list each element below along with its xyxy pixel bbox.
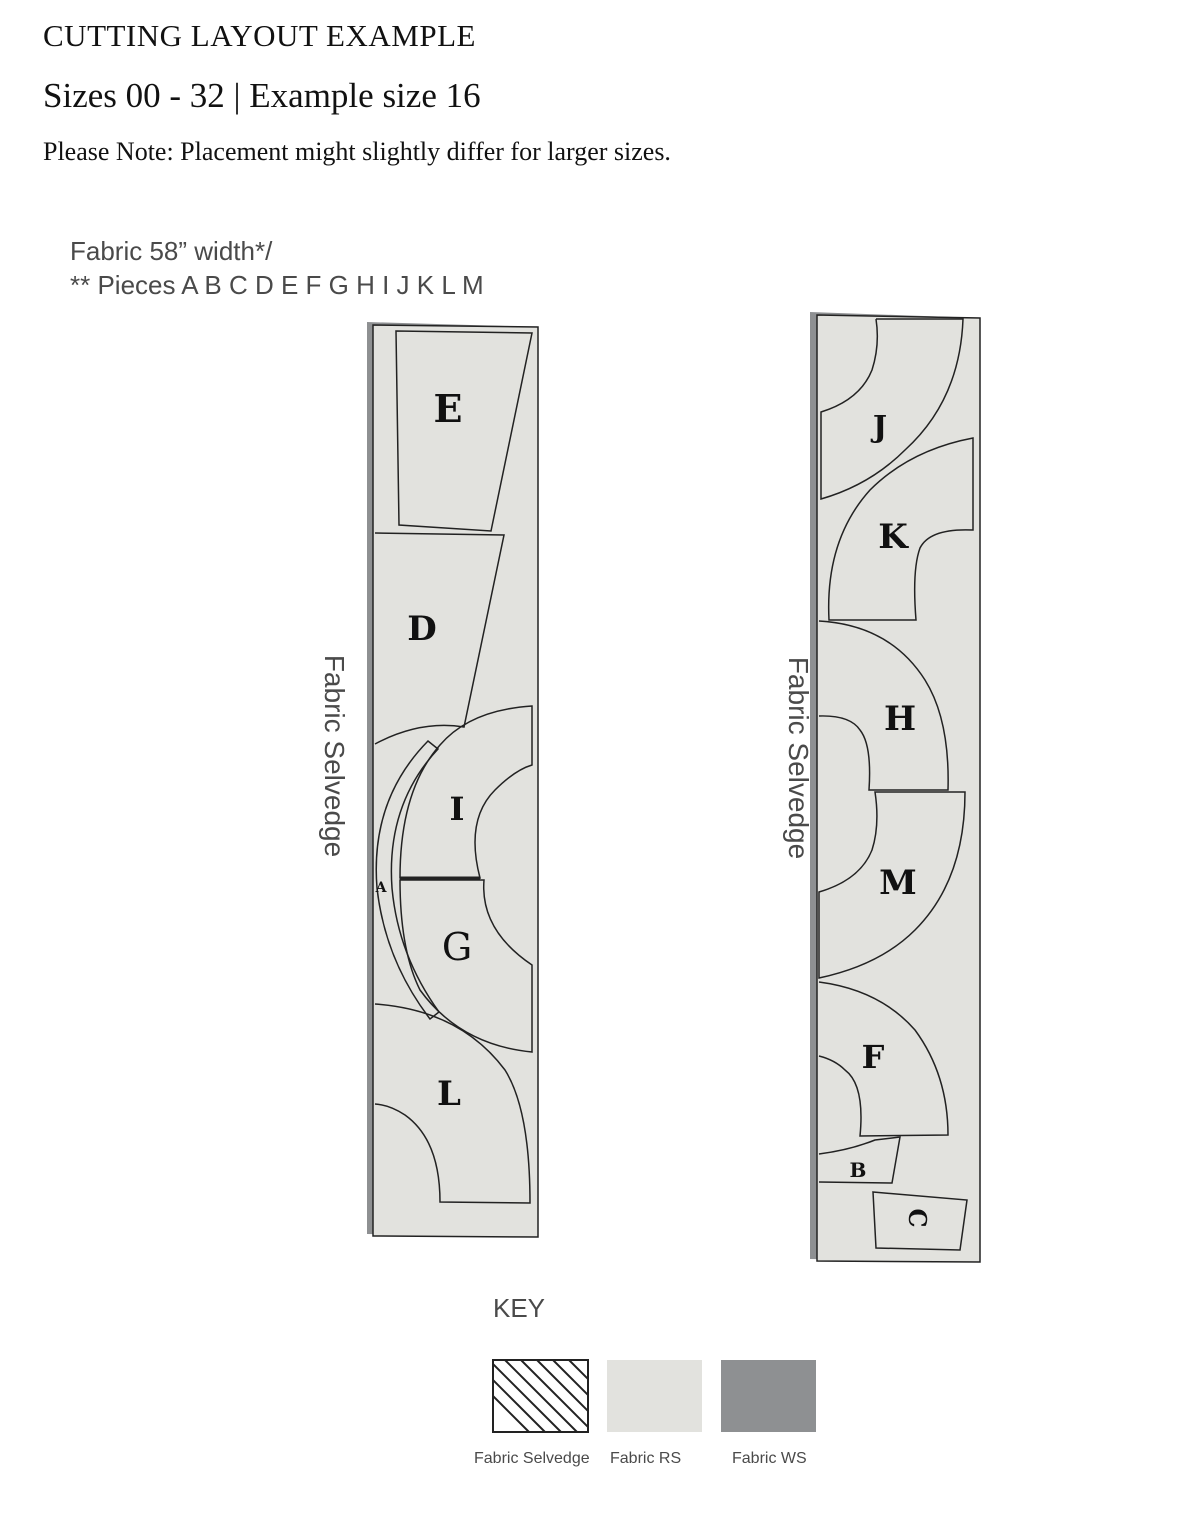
piece-label-b: B: [849, 1158, 867, 1182]
page-title: CUTTING LAYOUT EXAMPLE: [43, 18, 476, 53]
key-label-fabric-ws: Fabric WS: [732, 1450, 807, 1467]
piece-label-i: I: [449, 790, 465, 828]
key-title: KEY: [493, 1293, 546, 1323]
left-fabric-strip: [367, 322, 538, 1237]
left-selvedge-label: Fabric Selvedge: [319, 654, 350, 858]
piece-label-k: K: [878, 517, 908, 557]
piece-label-g: G: [441, 925, 473, 969]
pieces-list-label: ** Pieces A B C D E F G H I J K L M: [70, 270, 484, 300]
placement-note: Please Note: Placement might slightly differ for larger sizes.: [43, 137, 671, 166]
key-label-selvedge: Fabric Selvedge: [474, 1450, 590, 1467]
key-swatch-fabric-rs: [607, 1360, 702, 1432]
piece-label-f: F: [861, 1038, 885, 1076]
piece-label-l: L: [437, 1074, 461, 1114]
piece-label-e: E: [433, 386, 463, 431]
piece-label-m: M: [879, 863, 917, 903]
piece-label-h: H: [883, 699, 917, 739]
piece-label-j: J: [872, 410, 888, 445]
right-fabric-strip: [810, 312, 980, 1262]
page-subtitle: Sizes 00 - 32 | Example size 16: [43, 76, 481, 115]
key-swatch-fabric-ws: [721, 1360, 816, 1432]
piece-label-d: D: [407, 609, 437, 649]
piece-label-a: A: [375, 880, 387, 896]
right-selvedge-label: Fabric Selvedge: [783, 656, 814, 860]
fabric-width-label: Fabric 58” width*/: [70, 236, 273, 266]
piece-label-c: C: [903, 1208, 932, 1228]
key-label-fabric-rs: Fabric RS: [610, 1450, 682, 1467]
